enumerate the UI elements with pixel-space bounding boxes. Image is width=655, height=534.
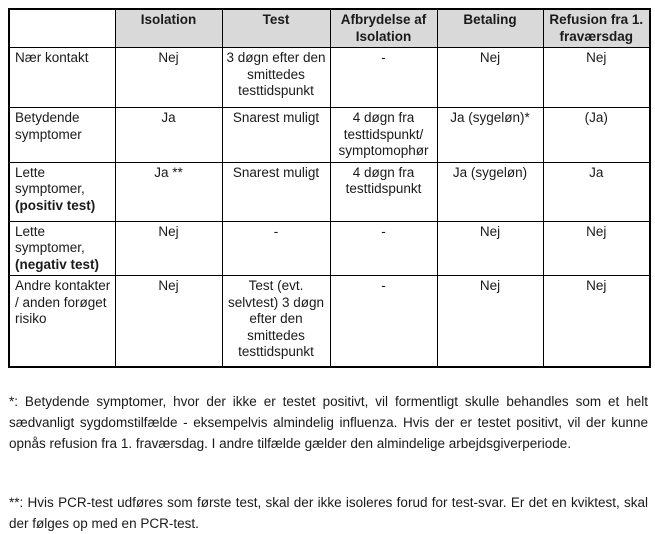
table-cell: - xyxy=(330,276,437,367)
table-cell: Snarest muligt xyxy=(222,108,330,163)
row-label-bold-text: (positiv test) xyxy=(15,197,96,213)
table-row xyxy=(9,162,650,221)
table-cell: Nej xyxy=(543,276,650,367)
row-label-bold-text: (negativ test) xyxy=(15,256,100,272)
row-label-lette-symptomer-negativ xyxy=(9,221,115,276)
table-row xyxy=(9,108,650,163)
row-label-text: Lette symptomer, xyxy=(15,223,85,255)
footnote-double-asterisk: **: Hvis PCR-test udføres som første test, skal der ikke isoleres forud for test-svar. Er det en kviktest, skal der følges op med en PCR-test. xyxy=(9,494,648,531)
table-cell: Nej xyxy=(115,276,222,367)
table-cell: 3 døgn efter den smittedes testtidspunkt xyxy=(222,48,330,108)
table-row xyxy=(9,221,650,276)
row-label-andre-kontakter xyxy=(9,276,115,367)
table-cell: Ja (sygeløn)* xyxy=(437,108,543,163)
row-label-naer-kontakt xyxy=(9,48,115,108)
table-cell: Nej xyxy=(437,48,543,108)
column-header-test: Test xyxy=(222,9,330,48)
table-row xyxy=(9,48,650,108)
footnote-single-asterisk: *: Betydende symptomer, hvor der ikke er testet positivt, vil formentligt skulle behandles som et helt sædvanligt sygdomstilfælde - eksempelvis almindelig influenza. Hvis der er testet positivt, vil der kunne opnås refusion fra 1. fraværsdag. I andre tilfælde gælder den almindelige arbejdsgiverperiode. xyxy=(9,393,648,451)
table-cell: Ja xyxy=(115,108,222,163)
table-cell: Test (evt. selvtest) 3 døgn efter den smittedes testtidspunkt xyxy=(222,276,330,367)
table-cell: 4 døgn fra testtidspunkt xyxy=(330,162,437,221)
column-header-refusion: Refusion fra 1. fraværsdag xyxy=(543,9,650,48)
table-cell: Nej xyxy=(437,276,543,367)
table-cell: Nej xyxy=(543,48,650,108)
table-cell: Ja ** xyxy=(115,162,222,221)
table-cell: Snarest muligt xyxy=(222,162,330,221)
table-cell: Nej xyxy=(115,48,222,108)
column-header-isolation: Isolation xyxy=(115,9,222,48)
column-header-betaling: Betaling xyxy=(437,9,543,48)
table-row xyxy=(9,276,650,367)
row-label-text: Andre kontakter / anden forøget risiko xyxy=(15,278,111,326)
table-cell: - xyxy=(330,221,437,276)
table-cell: Ja xyxy=(543,162,650,221)
header-row xyxy=(9,9,650,48)
table-cell: Nej xyxy=(115,221,222,276)
table-cell: - xyxy=(222,221,330,276)
row-label-text: Nær kontakt xyxy=(15,50,89,65)
table-cell: (Ja) xyxy=(543,108,650,163)
row-label-betydende-symptomer xyxy=(9,108,115,163)
table-cell: 4 døgn fra testtidspunkt/ symptomophør xyxy=(330,108,437,163)
row-label-lette-symptomer-positiv xyxy=(9,162,115,221)
table-cell: - xyxy=(330,48,437,108)
isolation-rules-table xyxy=(8,8,651,368)
table-cell: Nej xyxy=(437,221,543,276)
table-cell: Ja (sygeløn) xyxy=(437,162,543,221)
row-label-text: Betydende symptomer xyxy=(15,110,82,142)
column-header-afbrydelse: Afbrydelse af Isolation xyxy=(330,9,437,48)
column-header-blank xyxy=(9,9,115,48)
table-cell: Nej xyxy=(543,221,650,276)
row-label-text: Lette symptomer, xyxy=(15,164,85,196)
